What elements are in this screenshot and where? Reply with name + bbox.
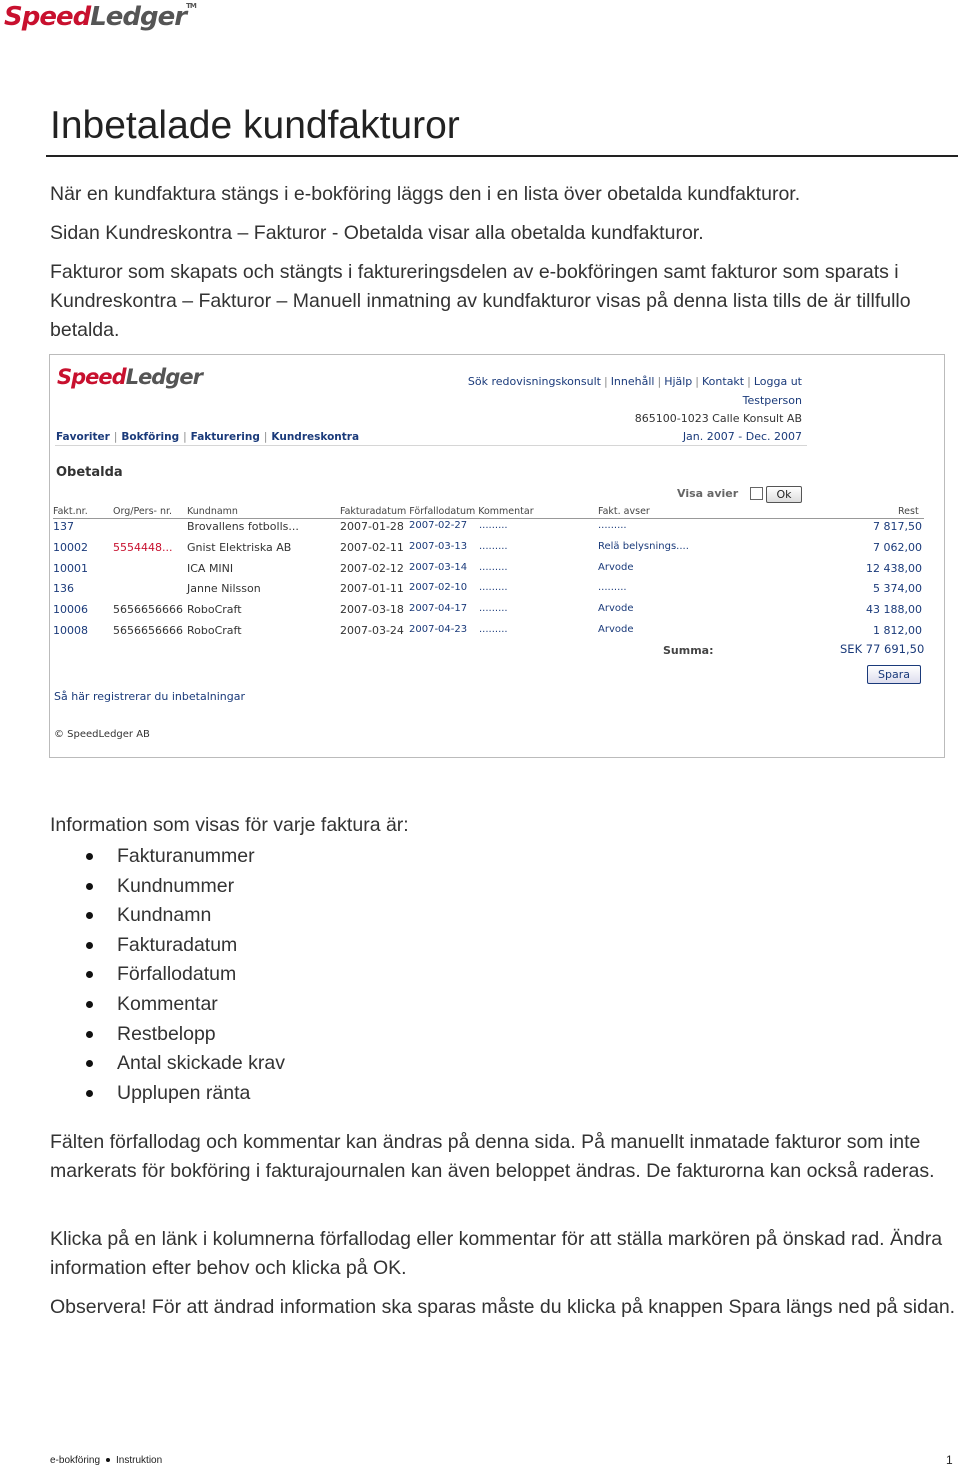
intro-paragraph-1: När en kundfaktura stängs i e-bokföring läggs den i en lista över obetalda kundfakturor. [50, 183, 801, 205]
period[interactable]: Jan. 2007 - Dec. 2007 [682, 430, 802, 443]
intro-paragraph-3: Fakturor som skapats och stängts i faktureringsdelen av e-bokföringen samt fakturor som sparats i Kundreskontra – Fakturor – Manuell inmatning av kundfakturor visas på denna lista tills de är tillfullo betalda. [50, 261, 911, 341]
screenshot-logo: SpeedLedger [57, 365, 202, 389]
cell-nr[interactable]: 10008 [53, 624, 88, 637]
cell-org: 5554448... [113, 540, 173, 554]
cell-komm[interactable]: ......... [479, 520, 508, 531]
col-org-nr[interactable]: Org/Pers- nr. [113, 506, 173, 517]
info-list-item: Kommentar [86, 990, 285, 1020]
cell-forf[interactable]: 2007-03-14 [409, 561, 468, 573]
cell-nr[interactable]: 136 [53, 582, 74, 596]
nav-bokforing[interactable]: Bokföring [121, 431, 180, 443]
speedledger-logo: SpeedLedger™ [4, 2, 196, 32]
col-fakt-nr[interactable]: Fakt.nr. [53, 506, 88, 517]
link-innehall[interactable]: Innehåll [610, 375, 655, 388]
cell-forf[interactable]: 2007-04-17 [409, 603, 468, 615]
cell-avser: Arvode [598, 624, 634, 635]
cell-org: 5656656666 [113, 624, 183, 637]
link-hjalp[interactable]: Hjälp [664, 375, 693, 388]
cell-namn: RoboCraft [187, 624, 242, 637]
ok-button[interactable]: Ok [766, 486, 802, 503]
spara-button[interactable]: Spara [867, 665, 921, 684]
cell-nr[interactable]: 10002 [53, 540, 88, 554]
paragraph-1: Fälten förfallodag och kommentar kan ändras på denna sida. På manuellt inmatade fakturor som inte markerats för bokföring i fakturajournalen kan även beloppet ändras. De fakturorna kan också raderas. [50, 1131, 935, 1182]
copyright: © SpeedLedger AB [54, 729, 150, 740]
cell-komm[interactable]: ......... [479, 540, 508, 552]
cell-forf[interactable]: 2007-02-27 [409, 520, 468, 531]
col-rest[interactable]: Rest [898, 506, 919, 517]
cell-forf[interactable]: 2007-03-13 [409, 540, 468, 552]
nav-fakturering[interactable]: Fakturering [190, 431, 260, 443]
summa-value: SEK 77 691,50 [840, 642, 925, 656]
cell-fdatum: 2007-01-11 [340, 582, 404, 596]
cell-nr[interactable]: 137 [53, 520, 74, 533]
cell-namn: Janne Nilsson [187, 582, 261, 596]
cell-namn: ICA MINI [187, 561, 234, 575]
info-list-item: Upplupen ränta [86, 1079, 285, 1109]
footer-bullet-icon [106, 1458, 110, 1462]
embedded-screenshot [49, 354, 945, 758]
footer [50, 1455, 162, 1466]
cell-avser: Arvode [598, 603, 634, 615]
nav-divider [55, 445, 807, 446]
cell-rest: 5 374,00 [873, 582, 922, 596]
cell-nr[interactable]: 10001 [53, 561, 88, 575]
summa-label: Summa: [663, 644, 714, 657]
cell-fdatum: 2007-03-24 [340, 624, 404, 637]
cell-komm[interactable]: ......... [479, 603, 508, 615]
info-list-item: Kundnamn [86, 901, 285, 931]
cell-komm[interactable]: ......... [479, 582, 508, 594]
cell-rest: 7 817,50 [873, 520, 922, 533]
header-divider [53, 518, 924, 519]
nav-kundreskontra[interactable]: Kundreskontra [271, 431, 360, 443]
intro-paragraph-2: Sidan Kundreskontra – Fakturor - Obetalda visar alla obetalda kundfakturor. [50, 222, 704, 244]
user-name[interactable]: Testperson [742, 394, 802, 407]
info-list-item: Kundnummer [86, 872, 285, 902]
info-list-item: Fakturadatum [86, 931, 285, 961]
cell-org: 5656656666 [113, 603, 183, 617]
cell-namn: RoboCraft [187, 603, 242, 617]
info-list-item: Antal skickade krav [86, 1049, 285, 1079]
page-title: Inbetalade kundfakturor [50, 104, 460, 147]
cell-komm[interactable]: ......... [479, 561, 508, 573]
link-kontakt[interactable]: Kontakt [702, 375, 745, 388]
info-list-item: Fakturanummer [86, 842, 285, 872]
cell-rest: 43 188,00 [866, 603, 922, 617]
title-rule [46, 155, 958, 157]
main-nav: Favoriter | Bokföring | Fakturering | Kundreskontra [56, 431, 360, 443]
footer-product: e-bokföring [50, 1455, 101, 1466]
cell-fdatum: 2007-02-12 [340, 561, 404, 575]
section-title: Obetalda [56, 465, 123, 480]
cell-avser: ......... [598, 520, 627, 531]
company-name: 865100-1023 Calle Konsult AB [634, 412, 802, 425]
cell-avser: Relä belysnings.... [598, 540, 689, 552]
cell-rest: 7 062,00 [873, 540, 922, 554]
paragraph-2: Klicka på en länk i kolumnerna förfallodag eller kommentar för att ställa markören på önskad rad. Ändra information efter behov och klicka på OK. [50, 1228, 943, 1279]
link-sok-konsult[interactable]: Sök redovisningskonsult [467, 375, 601, 388]
cell-rest: 1 812,00 [873, 624, 922, 637]
col-datum[interactable]: Fakturadatum Förfallodatum Kommentar [340, 506, 534, 517]
visa-avier-checkbox[interactable] [750, 487, 763, 500]
cell-fdatum: 2007-03-18 [340, 603, 404, 617]
cell-fdatum: 2007-02-11 [340, 540, 404, 554]
col-kundnamn[interactable]: Kundnamn [187, 506, 238, 517]
cell-namn: Brovallens fotbolls... [187, 520, 299, 533]
cell-fdatum: 2007-01-28 [340, 520, 404, 533]
top-links: Sök redovisningskonsult | Innehåll | Hjälp | Kontakt | Logga ut [467, 375, 802, 388]
page-number: 1 [946, 1453, 953, 1467]
cell-forf[interactable]: 2007-02-10 [409, 582, 468, 594]
info-list-item: Restbelopp [86, 1020, 285, 1050]
paragraph-3: Observera! För att ändrad information ska sparas måste du klicka på knappen Spara längs ned på sidan. [50, 1296, 956, 1318]
cell-komm[interactable]: ......... [479, 624, 508, 635]
info-list-item: Förfallodatum [86, 960, 285, 990]
info-list [86, 842, 285, 1108]
link-logga-ut[interactable]: Logga ut [753, 375, 802, 388]
howto-link[interactable]: Så här registrerar du inbetalningar [54, 690, 245, 703]
cell-rest: 12 438,00 [866, 561, 922, 575]
col-fakt-avser[interactable]: Fakt. avser [598, 506, 650, 517]
nav-favoriter[interactable]: Favoriter [56, 431, 110, 443]
footer-doc: Instruktion [116, 1455, 163, 1466]
user-info [635, 392, 802, 446]
info-heading: Information som visas för varje faktura är: [50, 814, 409, 836]
cell-namn: Gnist Elektriska AB [187, 540, 292, 554]
cell-avser: ......... [598, 582, 627, 594]
visa-avier-label: Visa avier [677, 487, 739, 500]
cell-nr[interactable]: 10006 [53, 603, 88, 617]
cell-forf[interactable]: 2007-04-23 [409, 624, 468, 635]
cell-avser: Arvode [598, 561, 634, 573]
